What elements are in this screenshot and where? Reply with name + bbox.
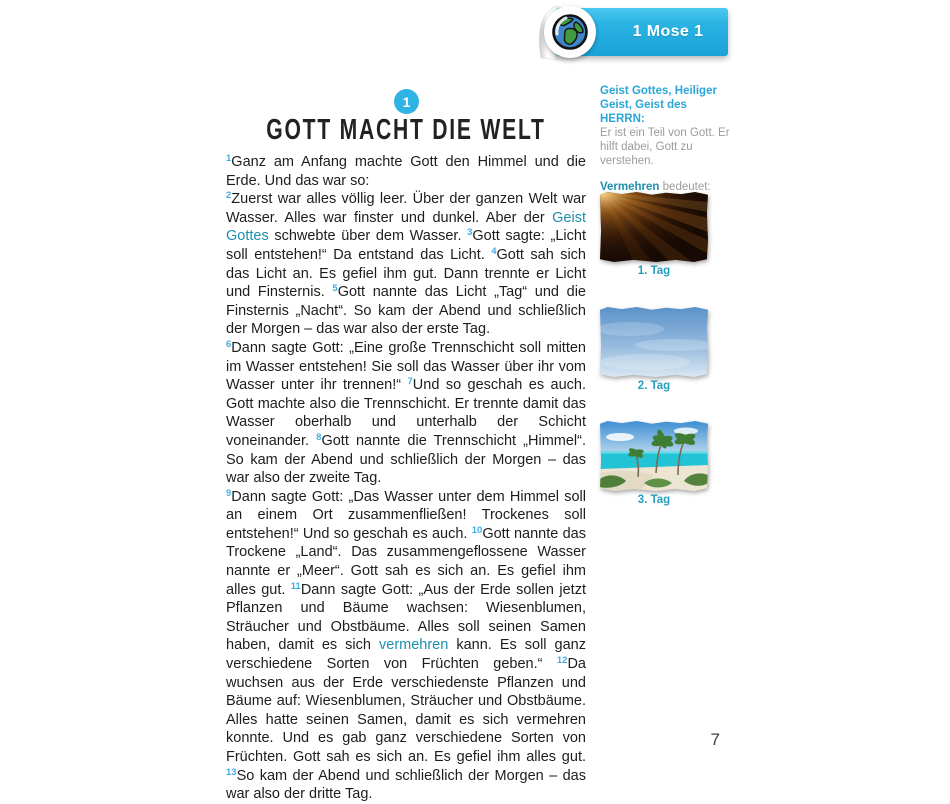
- verse-number: 9: [226, 487, 232, 499]
- body-text-segment: Gott nannte das Licht „Tag“ und die Finsternis „Nacht“. So kam der Abend und schließlich der Morgen – das war also der erste Tag.: [226, 284, 586, 338]
- body-text-segment: Ganz am Anfang machte Gott den Himmel und die Erde. Und das war so:: [226, 154, 586, 189]
- paragraph: [226, 488, 586, 804]
- verse-number: 13: [226, 766, 237, 778]
- body-text-segment: Dann sagte Gott: „Das Wasser unter dem Himmel soll an einem Ort zusammenfließen! Trockenes soll entstehen!“ Und so geschah es auch.: [226, 488, 586, 542]
- verse-number: 3: [467, 227, 473, 239]
- verse-number: 4: [491, 245, 497, 257]
- body-text-segment: Und so geschah es auch. Gott machte also die Trennschicht. Er trennte damit das Wasser oberhalb und unterhalb der Schicht voneinander.: [226, 377, 587, 449]
- verse-number: 10: [471, 524, 483, 536]
- verse-number: 7: [407, 376, 413, 388]
- body-text-segment: Gott nannte die Trennschicht „Himmel“. So kam der Abend und schließlich der Morgen – das war also der zweite Tag.: [226, 432, 586, 487]
- highlighted-term: vermehren: [379, 637, 449, 654]
- page-title: GOTT MACHT DIE WELT: [266, 114, 546, 146]
- body-text-segment: kann. Es soll ganz verschiedene Sorten von Früchten geben.“: [226, 637, 586, 673]
- verse-number: 1: [226, 153, 232, 164]
- body-text-segment: schwebte über dem Wasser.: [268, 228, 468, 245]
- chapter-number-badge: [394, 89, 419, 114]
- chapter-tab: [532, 2, 732, 64]
- body-text-segment: Dann sagte Gott: „Eine große Trennschicht soll mitten im Wasser entstehen! Sie soll das Wasser über ihr vom Wasser unter ihr trennen!“: [226, 339, 586, 394]
- definition-rest: bedeutet:: [659, 181, 711, 193]
- body-text-segment: So kam der Abend und schließlich der Morgen – das war also der dritte Tag.: [226, 767, 586, 803]
- chapter-tab-label: 1 Mose 1: [632, 23, 704, 40]
- body-text-segment: Gott sah sich das Licht an. Es gefiel ihm gut. Dann trennte er Licht und Finsternis.: [226, 246, 586, 301]
- body-text-segment: Da wuchsen aus der Erde verschiedenste Pflanzen und Bäume auf: Wiesenblumen, Sträucher und Obstbäume. Alles hatte seinen Samen, damit es sich vermehren konnte. Und es gab ganz verschiedene Sorten von Früchten. Gott sah es sich an. Es gefiel ihm alles gut.: [226, 656, 586, 765]
- paragraph: [226, 339, 586, 488]
- body-text-segment: Gott nannte das Trockene „Land“. Das zusammengeflossene Wasser nannte er „Meer“. Gott sah es sich an. Es gefiel ihm alles gut.: [226, 525, 586, 598]
- figure-day-1: [600, 192, 708, 262]
- body-text-segment: Gott sagte: „Licht soll entstehen!“ Da entstand das Licht.: [226, 228, 586, 263]
- figure-day-3: [600, 421, 708, 491]
- definition-term: Geist Gottes, Heiliger Geist, Geist des HERRN:: [600, 85, 717, 125]
- day-2-sky-image: [600, 307, 708, 377]
- definition-description: Er ist ein Teil von Gott. Er hilft dabei, Gott zu verstehen.: [600, 127, 730, 167]
- paragraph: [226, 190, 586, 339]
- highlighted-term: Geist Gottes: [226, 209, 586, 245]
- figure-caption-day-1: 1. Tag: [637, 265, 671, 277]
- verse-number: 5: [332, 283, 338, 295]
- sidebar: [600, 84, 732, 208]
- definition-term: Vermehren: [600, 181, 660, 193]
- verse-number: 6: [226, 338, 232, 350]
- verse-number: 11: [290, 580, 301, 592]
- globe-icon: [550, 12, 590, 52]
- verse-number: 2: [226, 190, 232, 202]
- verse-number: 8: [316, 431, 322, 443]
- paragraph: [226, 153, 586, 190]
- figure-day-2: [600, 307, 708, 377]
- figure-caption-day-3: 3. Tag: [637, 494, 671, 506]
- body-text-segment: Zuerst war alles völlig leer. Über der ganzen Welt war Wasser. Alles war finster und dunkel. Aber der: [226, 191, 586, 226]
- day-1-light-rays-image: [600, 192, 708, 262]
- tab-icon-circle: [544, 6, 596, 58]
- chapter-number: 1: [402, 93, 411, 110]
- definition-geist-gottes: [600, 84, 732, 168]
- body-text-segment: Dann sagte Gott: „Aus der Erde sollen jetzt Pflanzen und Bäume wachsen: Wiesenblumen, Sträucher und Obstbäume. Alles soll seinen Samen haben, damit es sich: [226, 581, 586, 654]
- day-3-beach-image: [600, 421, 708, 491]
- verse-number: 12: [556, 655, 568, 667]
- page-number: 7: [710, 730, 720, 749]
- figure-caption-day-2: 2. Tag: [637, 380, 671, 392]
- body-text: [226, 153, 586, 804]
